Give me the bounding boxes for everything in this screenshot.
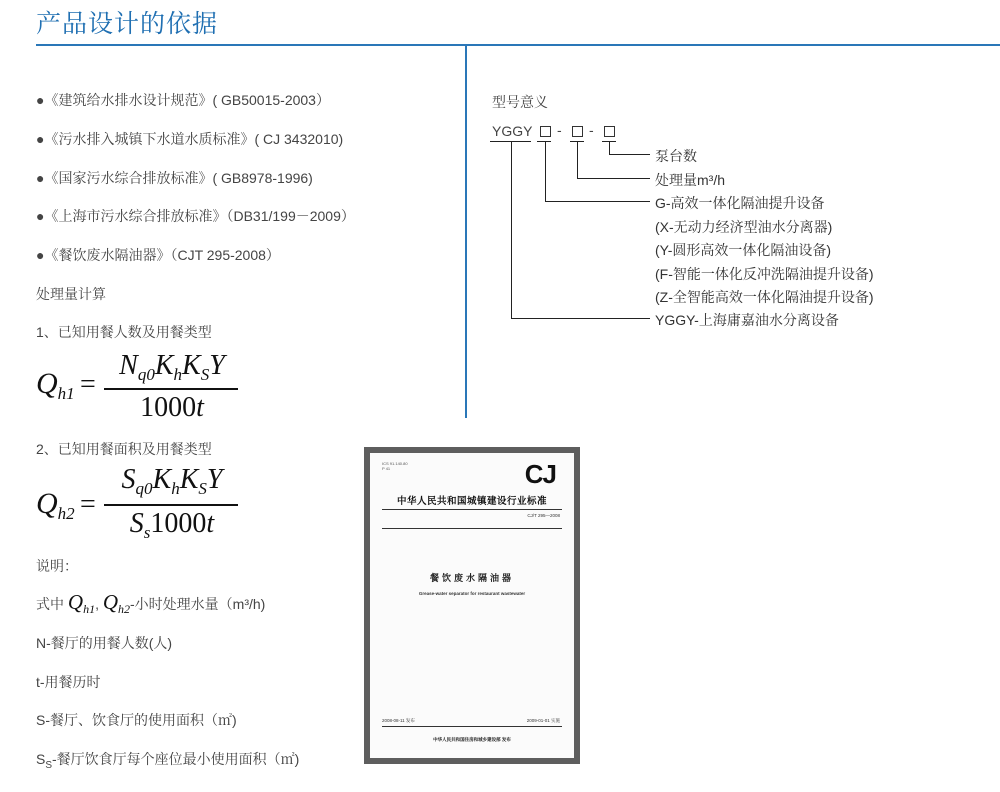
model-slot-box <box>572 126 583 137</box>
case2-label: 2、已知用餐面积及用餐类型 <box>36 441 212 457</box>
cover-ics-code: ICS 91.140.80 P 41 <box>382 461 408 471</box>
standard-item: ●《国家污水综合排放标准》( GB8978-1996) <box>36 170 313 186</box>
cover-standard-code: CJ/T 295—2008 <box>527 513 560 518</box>
page-title: 产品设计的依据 <box>36 10 219 38</box>
model-legend-item: 泵台数 <box>655 148 697 164</box>
tree-connector <box>511 318 650 319</box>
calc-heading: 处理量计算 <box>36 286 106 302</box>
formula-qh1: $Q_{h1}$ = $N_{q0}K_hK_SY$ 1000t <box>36 350 256 420</box>
standard-item: ●《上海市污水综合排放标准》（DB31/199－2009） <box>36 208 355 224</box>
model-legend-item: (Z-全智能高效一体化隔油提升设备) <box>655 289 874 305</box>
model-slot-box <box>604 126 615 137</box>
case1-label: 1、已知用餐人数及用餐类型 <box>36 324 212 340</box>
note-n: N-餐厅的用餐人数(人) <box>36 635 173 651</box>
tree-connector <box>577 178 650 179</box>
cover-issue-date: 2008-08-11 发布 <box>382 718 415 723</box>
model-legend-item: 处理量m³/h <box>655 172 725 188</box>
standard-item: ●《污水排入城镇下水道水质标准》( CJ 3432010) <box>36 131 344 147</box>
model-legend-item: (F-智能一体化反冲洗隔油提升设备) <box>655 266 874 282</box>
cover-rule <box>382 528 562 529</box>
tree-connector <box>545 141 546 202</box>
model-dash: - <box>589 122 594 138</box>
note-t: t-用餐历时 <box>36 674 101 690</box>
model-legend-item: (Y-圆形高效一体化隔油设备) <box>655 242 832 258</box>
tree-connector <box>609 154 650 155</box>
cj-logo: CJ <box>524 459 556 489</box>
tree-connector <box>609 141 610 155</box>
cover-title: 中华人民共和国城镇建设行业标准 <box>396 496 547 507</box>
notes-heading: 说明： <box>36 558 78 574</box>
model-slot-box <box>540 126 551 137</box>
standard-item: ●《餐饮废水隔油器》（CJT 295-2008） <box>36 247 280 263</box>
standard-item: ●《建筑给水排水设计规范》( GB50015-2003） <box>36 92 330 108</box>
column-divider <box>465 46 467 418</box>
model-heading: 型号意义 <box>492 94 548 110</box>
model-legend-item: YGGY-上海庸嘉油水分离设备 <box>655 312 839 328</box>
cover-implement-date: 2009-01-01 实施 <box>526 718 560 723</box>
note-ss: $S_S-$餐厅饮食厅每个座位最小使用面积（㎡) <box>36 751 300 771</box>
cover-publisher: 中华人民共和国住房和城乡建设部 发布 <box>433 737 511 742</box>
model-code: YGGY <box>492 123 533 139</box>
cover-rule <box>382 509 562 510</box>
cover-standard-name: 餐饮废水隔油器 <box>429 573 514 583</box>
note-q: 式中 $Q_{h1}$, $Q_{h2}-$小时处理水量（m³/h) <box>36 590 266 616</box>
title-divider <box>36 44 1000 46</box>
model-legend-item: (X-无动力经济型油水分离器) <box>655 219 833 235</box>
tree-connector <box>511 141 512 319</box>
cover-rule <box>382 726 562 727</box>
tree-connector <box>545 201 650 202</box>
model-dash: - <box>557 122 562 138</box>
note-s: S-餐厅、饮食厅的使用面积（㎡) <box>36 712 237 728</box>
formula-qh2: $Q_{h2}$ = $S_{q0}K_hK_SY$ $S_s1000t$ <box>36 464 256 540</box>
cover-standard-name-en: Grease-water separator for restaurant wastewater <box>418 591 526 596</box>
standard-cover-image <box>364 447 580 764</box>
model-legend-item: G-高效一体化隔油提升设备 <box>655 195 825 211</box>
tree-connector <box>577 141 578 179</box>
tree-underline <box>537 141 551 142</box>
standard-cover-page <box>370 453 574 758</box>
